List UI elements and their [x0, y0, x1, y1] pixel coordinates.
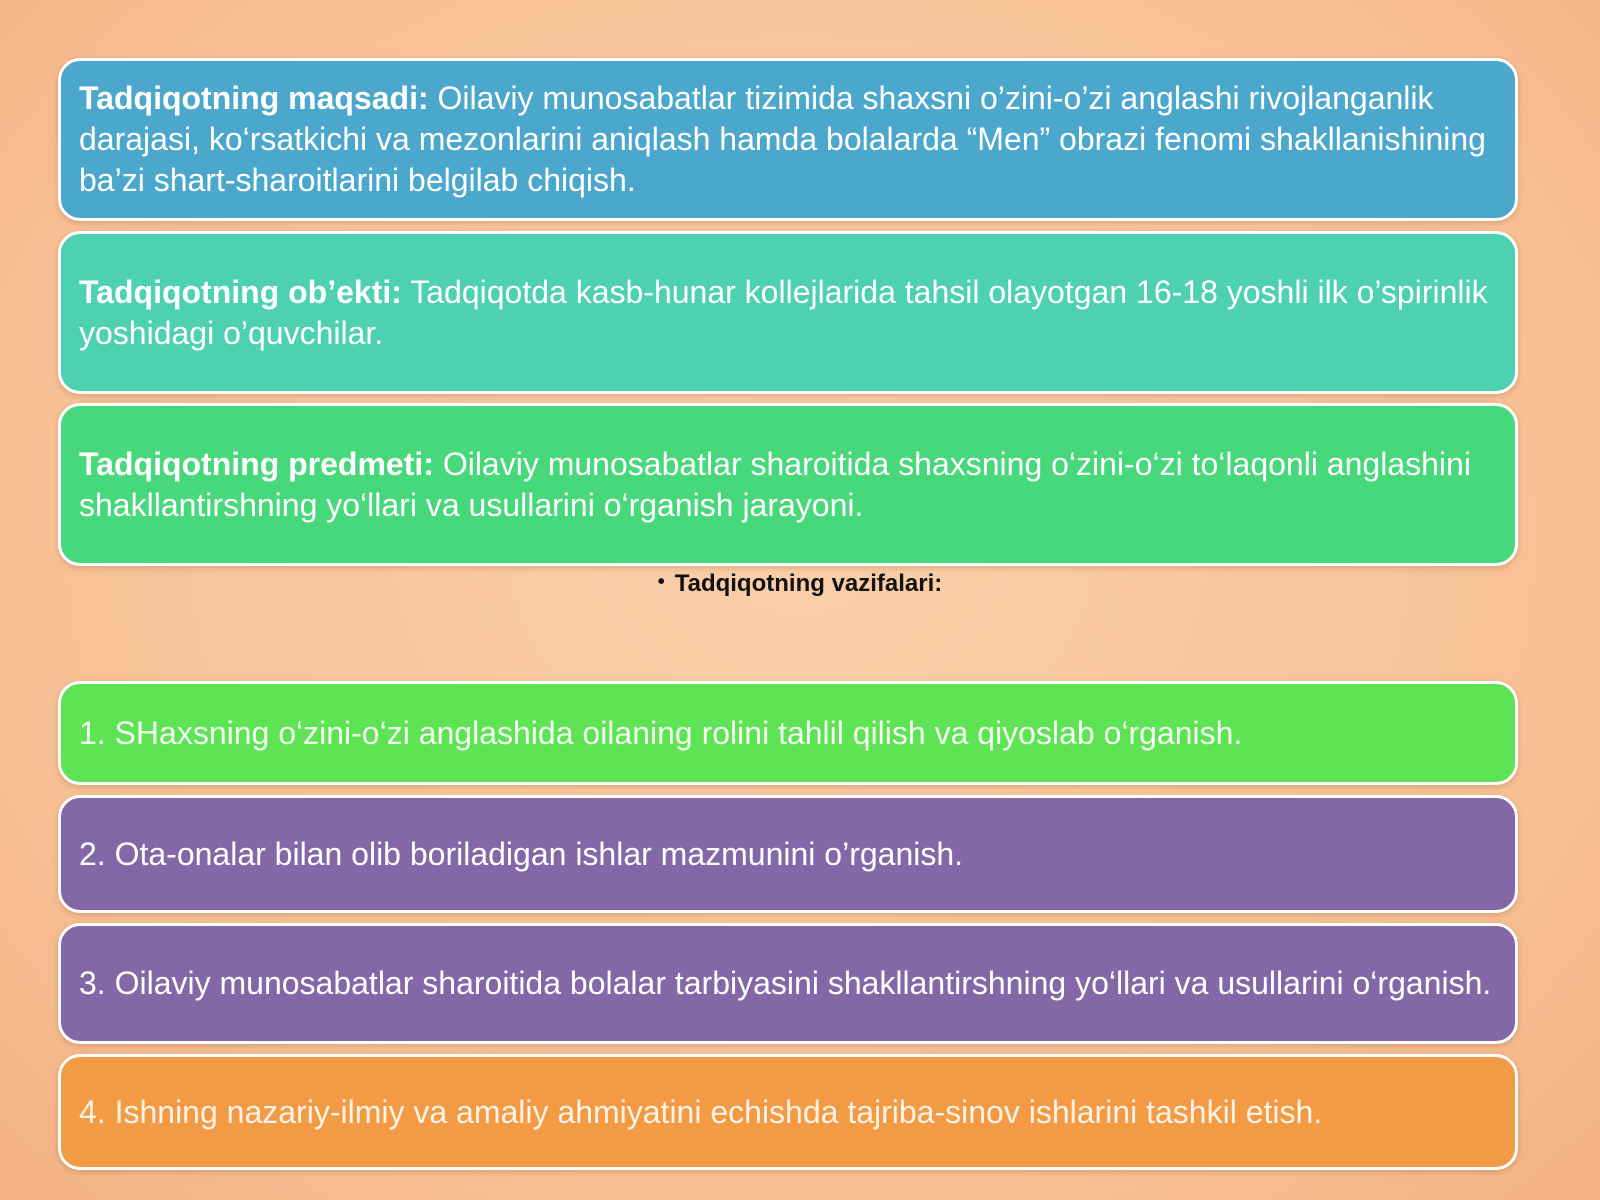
research-object-label: Tadqiqotning ob’ekti:	[79, 273, 402, 310]
task-text-1: 1. SHaxsning o‘zini-o‘zi anglashida oilaning rolini tahlil qilish va qiyoslab o‘rganish.	[79, 714, 1243, 751]
tasks-heading	[0, 570, 1600, 598]
research-subject-content	[79, 444, 1497, 526]
task-item-3	[58, 923, 1518, 1044]
research-object-text: Tadqiqotda kasb-hunar kollejlarida tahsil olayotgan 16-18 yoshli ilk o’spirinlik yoshidagi o’quvchilar.	[79, 273, 1488, 351]
task-text-4: 4. Ishning nazariy-ilmiy va amaliy ahmiyatini echishda tajriba-sinov ishlarini tashkil etish.	[79, 1093, 1323, 1130]
task-item-1	[58, 681, 1518, 785]
research-subject-text: Oilaviy munosabatlar sharoitida shaxsning o‘zini-o‘zi to‘laqonli anglashini shakllantirshning yo‘llari va usullarini o‘rganish jarayoni.	[79, 445, 1471, 523]
tasks-heading-text: Tadqiqotning vazifalari:	[674, 570, 943, 597]
research-subject-box	[58, 403, 1518, 566]
task-text-2: 2. Ota-onalar bilan olib boriladigan ishlar mazmunini o’rganish.	[79, 835, 964, 872]
research-object-content	[79, 272, 1497, 354]
task-item-4	[58, 1054, 1518, 1170]
research-purpose-box	[58, 58, 1518, 221]
task-item-2	[58, 795, 1518, 913]
research-subject-label: Tadqiqotning predmeti:	[79, 445, 434, 482]
research-purpose-label: Tadqiqotning maqsadi:	[79, 80, 429, 116]
bullet-icon: •	[657, 571, 665, 593]
task-text-3: 3. Oilaviy munosabatlar sharoitida bolalar tarbiyasini shakllantirshning yo‘llari va usullarini o‘rganish.	[79, 965, 1492, 1001]
research-object-box	[58, 231, 1518, 394]
research-purpose-content	[79, 78, 1497, 201]
research-purpose-text: Oilaviy munosabatlar tizimida shaxsni o’zini-o’zi anglashi rivojlanganlik darajasi, ko‘rsatkichi va mezonlarini aniqlash hamda bolalarda “Men” obrazi fenomi shakllanishining ba’zi shart-sharoitlarini belgilab chiqish.	[79, 80, 1486, 198]
